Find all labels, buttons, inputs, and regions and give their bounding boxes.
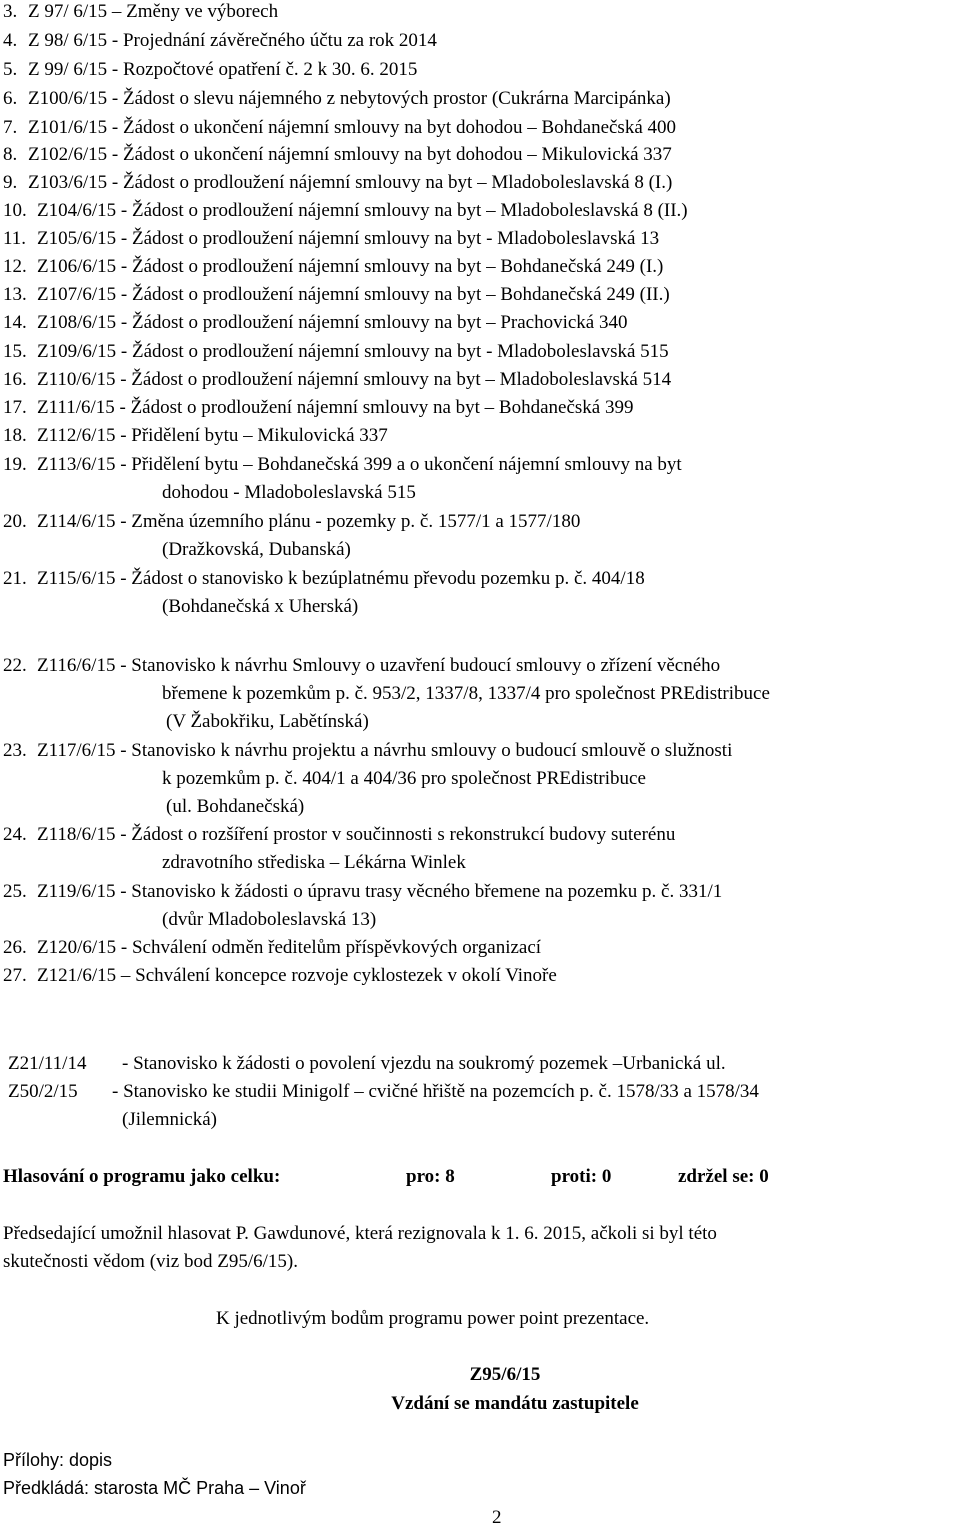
agenda-item-number: 26. xyxy=(3,937,27,958)
vote-zdrzel: zdržel se: 0 xyxy=(678,1166,769,1187)
agenda-item-text: Z108/6/15 - Žádost o prodloužení nájemní smlouvy na byt – Prachovická 340 xyxy=(37,312,628,333)
agenda-item-number: 16. xyxy=(3,369,27,390)
agenda-item-number: 24. xyxy=(3,824,27,845)
agenda-item-text: Z106/6/15 - Žádost o prodloužení nájemní smlouvy na byt – Bohdanečská 249 (I.) xyxy=(37,256,664,277)
vote-proti: proti: 0 xyxy=(551,1166,612,1187)
agenda-item-number: 9. xyxy=(3,172,18,193)
vote-label: Hlasování o programu jako celku: xyxy=(3,1166,281,1187)
agenda-item-continuation: dohodou - Mladoboleslavská 515 xyxy=(162,482,416,503)
agenda-item-number: 5. xyxy=(3,59,18,80)
agenda-item-continuation: (Dražkovská, Dubanská) xyxy=(162,539,351,560)
agenda-item-text: Z111/6/15 - Žádost o prodloužení nájemní smlouvy na byt – Bohdanečská 399 xyxy=(37,397,634,418)
agenda-item-number: 27. xyxy=(3,965,27,986)
agenda-item-number: 3. xyxy=(3,1,18,22)
agenda-item-number: 11. xyxy=(3,228,27,249)
vote-pro: pro: 8 xyxy=(406,1166,455,1187)
agenda-item-text: Z121/6/15 – Schválení koncepce rozvoje cyklostezek v okolí Vinoře xyxy=(37,965,557,986)
agenda-item-number: 23. xyxy=(3,740,27,761)
agenda-item-text: Z104/6/15 - Žádost o prodloužení nájemní smlouvy na byt – Mladoboleslavská 8 (II.) xyxy=(37,200,688,221)
agenda-item-number: 10. xyxy=(3,200,27,221)
agenda-item-continuation: (ul. Bohdanečská) xyxy=(166,796,305,817)
agenda-item-text: Z 99/ 6/15 - Rozpočtové opatření č. 2 k 30. 6. 2015 xyxy=(28,59,418,80)
extra-item-continuation: (Jilemnická) xyxy=(122,1109,217,1130)
agenda-item-text: Z116/6/15 - Stanovisko k návrhu Smlouvy o uzavření budoucí smlouvy o zřízení věcného xyxy=(37,655,721,676)
agenda-item-number: 15. xyxy=(3,341,27,362)
extra-item-code: Z21/11/14 xyxy=(8,1053,87,1074)
agenda-item-number: 6. xyxy=(3,88,18,109)
agenda-item-number: 8. xyxy=(3,144,18,165)
agenda-item-number: 12. xyxy=(3,256,27,277)
agenda-item-text: Z 98/ 6/15 - Projednání závěrečného účtu za rok 2014 xyxy=(28,30,437,51)
chair-note-line: skutečnosti vědom (viz bod Z95/6/15). xyxy=(3,1251,298,1272)
agenda-item-text: Z103/6/15 - Žádost o prodloužení nájemní smlouvy na byt – Mladoboleslavská 8 (I.) xyxy=(28,172,673,193)
agenda-item-text: Z110/6/15 - Žádost o prodloužení nájemní smlouvy na byt – Mladoboleslavská 514 xyxy=(37,369,672,390)
chair-note-line: Předsedající umožnil hlasovat P. Gawdunové, která rezignovala k 1. 6. 2015, ačkoli si byl této xyxy=(3,1223,717,1244)
agenda-item-number: 19. xyxy=(3,454,27,475)
agenda-item-number: 7. xyxy=(3,117,18,138)
agenda-item-text: Z109/6/15 - Žádost o prodloužení nájemní smlouvy na byt - Mladoboleslavská 515 xyxy=(37,341,669,362)
agenda-item-number: 14. xyxy=(3,312,27,333)
section-code: Z95/6/15 xyxy=(469,1364,541,1385)
agenda-item-number: 21. xyxy=(3,568,27,589)
agenda-item-continuation: (dvůr Mladoboleslavská 13) xyxy=(162,909,377,930)
agenda-item-text: Z 97/ 6/15 – Změny ve výborech xyxy=(28,1,279,22)
attachments: Přílohy: dopis xyxy=(3,1450,113,1470)
agenda-item-text: Z115/6/15 - Žádost o stanovisko k bezúplatnému převodu pozemku p. č. 404/18 xyxy=(37,568,645,589)
agenda-item-text: Z120/6/15 - Schválení odměn ředitelům příspěvkových organizací xyxy=(37,937,542,958)
agenda-item-number: 4. xyxy=(3,30,18,51)
agenda-item-text: Z107/6/15 - Žádost o prodloužení nájemní smlouvy na byt – Bohdanečská 249 (II.) xyxy=(37,284,670,305)
agenda-item-text: Z105/6/15 - Žádost o prodloužení nájemní smlouvy na byt - Mladoboleslavská 13 xyxy=(37,228,660,249)
agenda-item-text: Z102/6/15 - Žádost o ukončení nájemní smlouvy na byt dohodou – Mikulovická 337 xyxy=(28,144,672,165)
agenda-item-text: Z119/6/15 - Stanovisko k žádosti o úpravu trasy věcného břemene na pozemku p. č. 331/1 xyxy=(37,881,723,902)
agenda-item-text: Z118/6/15 - Žádost o rozšíření prostor v součinnosti s rekonstrukcí budovy suterénu xyxy=(37,824,676,845)
extra-item-text: - Stanovisko ke studii Minigolf – cvičné hřiště na pozemcích p. č. 1578/33 a 1578/34 xyxy=(112,1081,759,1102)
agenda-item-text: Z114/6/15 - Změna územního plánu - pozemky p. č. 1577/1 a 1577/180 xyxy=(37,511,581,532)
agenda-item-continuation: (Bohdanečská x Uherská) xyxy=(162,596,359,617)
page-number: 2 xyxy=(492,1507,502,1528)
submitter: Předkládá: starosta MČ Praha – Vinoř xyxy=(3,1478,306,1498)
agenda-item-text: Z101/6/15 - Žádost o ukončení nájemní smlouvy na byt dohodou – Bohdanečská 400 xyxy=(28,117,677,138)
agenda-item-number: 22. xyxy=(3,655,27,676)
agenda-item-text: Z117/6/15 - Stanovisko k návrhu projektu a návrhu smlouvy o budoucí smlouvě o služnosti xyxy=(37,740,733,761)
agenda-item-text: Z100/6/15 - Žádost o slevu nájemného z nebytových prostor (Cukrárna Marcipánka) xyxy=(28,88,671,109)
agenda-item-number: 17. xyxy=(3,397,27,418)
presentation-note: K jednotlivým bodům programu power point prezentace. xyxy=(216,1308,650,1329)
agenda-item-number: 20. xyxy=(3,511,27,532)
extra-item-text: - Stanovisko k žádosti o povolení vjezdu na soukromý pozemek –Urbanická ul. xyxy=(122,1053,726,1074)
agenda-item-continuation: (V Žabokřiku, Labětínská) xyxy=(166,711,369,732)
agenda-item-continuation: zdravotního střediska – Lékárna Winlek xyxy=(162,852,466,873)
agenda-item-continuation: břemene k pozemkům p. č. 953/2, 1337/8, 1337/4 pro společnost PREdistribuce xyxy=(162,683,770,704)
agenda-item-number: 18. xyxy=(3,425,27,446)
agenda-item-text: Z112/6/15 - Přidělení bytu – Mikulovická 337 xyxy=(37,425,388,446)
section-title: Vzdání se mandátu zastupitele xyxy=(391,1393,639,1414)
agenda-item-continuation: k pozemkům p. č. 404/1 a 404/36 pro společnost PREdistribuce xyxy=(162,768,646,789)
extra-item-code: Z50/2/15 xyxy=(8,1081,78,1102)
agenda-item-number: 13. xyxy=(3,284,27,305)
agenda-item-text: Z113/6/15 - Přidělení bytu – Bohdanečská 399 a o ukončení nájemní smlouvy na byt xyxy=(37,454,682,475)
agenda-item-number: 25. xyxy=(3,881,27,902)
